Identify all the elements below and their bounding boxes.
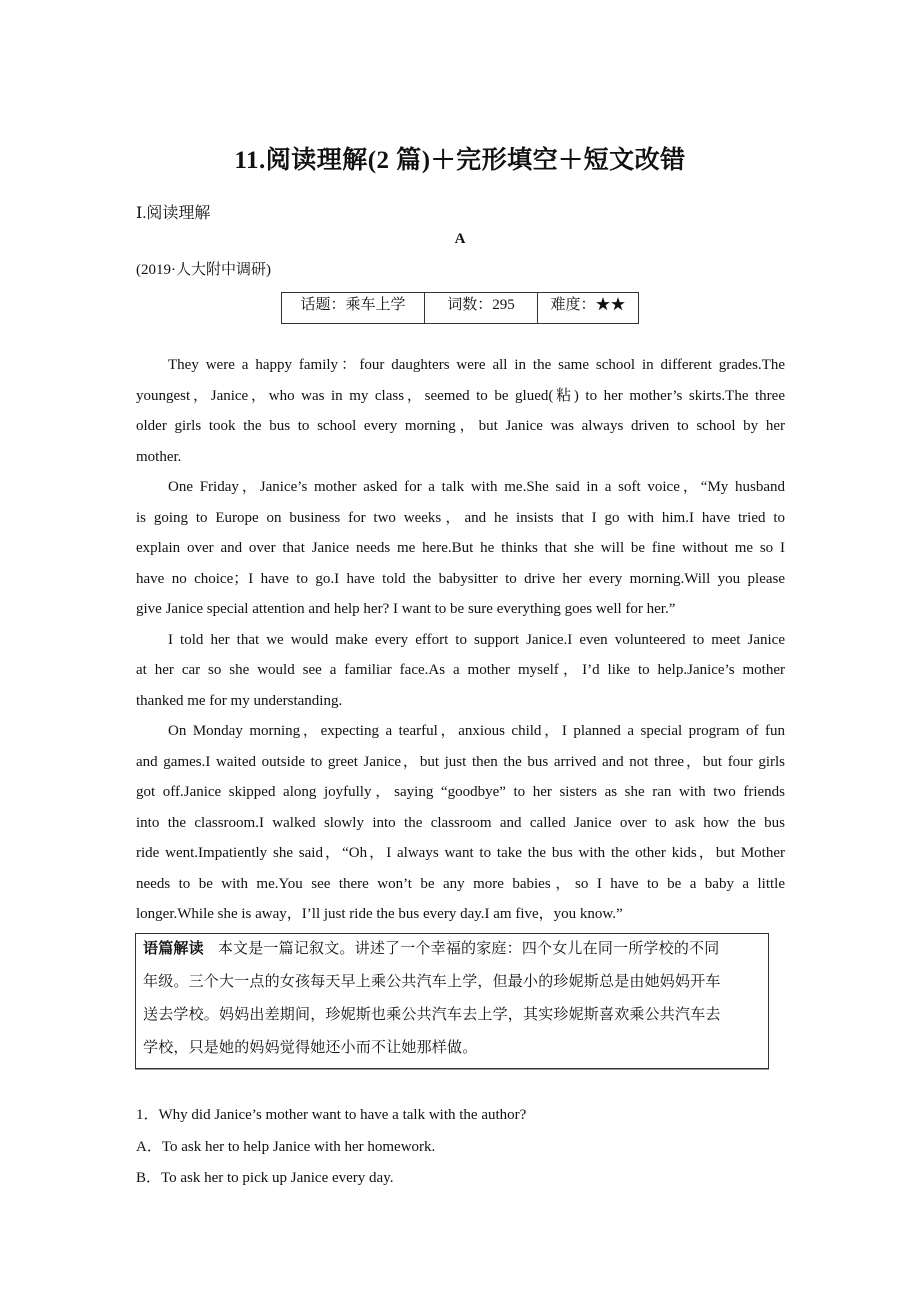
source-note: (2019·人大附中调研) [136, 262, 271, 278]
paragraph-line: is going to Europe on business for two weeks，and he insists that I go with him.I have tried to [136, 509, 785, 526]
paragraph-line: have no choice；I have to go.I have told the babysitter to drive her every morning.Will you please [136, 570, 785, 587]
summary-text: 本文是一篇记叙文。讲述了一个幸福的家庭：四个女儿在同一所学校的不同 [217, 939, 720, 957]
answer-option: A．To ask her to help Janice with her homework. [136, 1138, 436, 1155]
question-stem: 1．Why did Janice’s mother want to have a talk with the author? [136, 1107, 527, 1123]
paragraph-line: On Monday morning，expecting a tearful，anxious child，I planned a special program of fun [168, 723, 785, 739]
summary-box [135, 933, 769, 1069]
paragraph-line: One Friday，Janice’s mother asked for a talk with me.She said in a soft voice，“My husband [168, 479, 785, 495]
paragraph-line: and games.I waited outside to greet Janice，but just then the bus arrived and not three，but four girls [136, 753, 785, 770]
paragraph [136, 474, 785, 627]
paragraph [136, 718, 785, 932]
summary-line [143, 934, 768, 967]
summary-text: 学校，只是她的妈妈觉得她还小而不让她那样做。 [143, 1038, 478, 1056]
summary-label: 语篇解读 [143, 939, 204, 957]
reading-passage [136, 352, 785, 932]
summary-line [143, 967, 768, 1000]
passage-info-table [281, 292, 639, 324]
answer-option: B．To ask her to pick up Janice every day. [136, 1170, 394, 1186]
paragraph-line: longer.While she is away，I’ll just ride the bus every day.I am five，you know.” [136, 906, 623, 922]
paragraph-line: give Janice special attention and help her? I want to be sure everything goes well for her.” [136, 601, 676, 617]
passage-label: A [454, 231, 466, 247]
summary-line [143, 1000, 768, 1033]
paragraph-line: youngest，Janice，who was in my class，seemed to be glued(粘) to her mother’s skirts.The three [136, 387, 785, 404]
paragraph-line: ride went.Impatiently she said，“Oh，I always want to take the bus with the other kids，but Mother [136, 845, 785, 861]
document-title: 11.阅读理解(2 篇)＋完形填空＋短文改错 [234, 147, 686, 174]
section-heading: Ⅰ.阅读理解 [136, 205, 211, 222]
paragraph-line: into the classroom.I walked slowly into the classroom and called Janice over to ask how the bus [136, 814, 785, 831]
summary-text: 年级。三个大一点的女孩每天早上乘公共汽车上学，但最小的珍妮斯总是由她妈妈开车 [143, 972, 721, 990]
paragraph-line: at her car so she would see a familiar face.As a mother myself，I’d like to help.Janice’s mother [136, 662, 785, 678]
paragraph-line: explain over and over that Janice needs me here.But he thinks that she will be fine without me so I [136, 540, 785, 556]
paragraph-line: thanked me for my understanding. [136, 692, 343, 709]
paragraph-line: older girls took the bus to school every morning，but Janice was always driven to school by her [136, 418, 785, 434]
summary-text: 送去学校。妈妈出差期间，珍妮斯也乘公共汽车去上学，其实珍妮斯喜欢乘公共汽车去 [143, 1005, 721, 1023]
topic-cell: 话题：乘车上学 [282, 293, 425, 324]
paragraph-line: mother. [136, 448, 182, 465]
paragraph [136, 627, 785, 719]
paragraph-line: I told her that we would make every effort to support Janice.I even volunteered to meet Janice [168, 631, 785, 648]
paragraph-line: got off.Janice skipped along joyfully，saying “goodbye” to her sisters as she ran with two friends [136, 784, 785, 800]
questions-list [136, 1103, 526, 1198]
summary-line [143, 1033, 768, 1066]
paragraph-line: They were a happy family：four daughters were all in the same school in different grades.The [168, 357, 785, 373]
difficulty-cell: 难度：★★ [538, 293, 639, 324]
paragraph [136, 352, 785, 474]
paragraph-line: needs to be with me.You see there won’t be any more babies，so I have to be a baby a little [136, 875, 785, 892]
word-count-cell: 词数：295 [425, 293, 538, 324]
